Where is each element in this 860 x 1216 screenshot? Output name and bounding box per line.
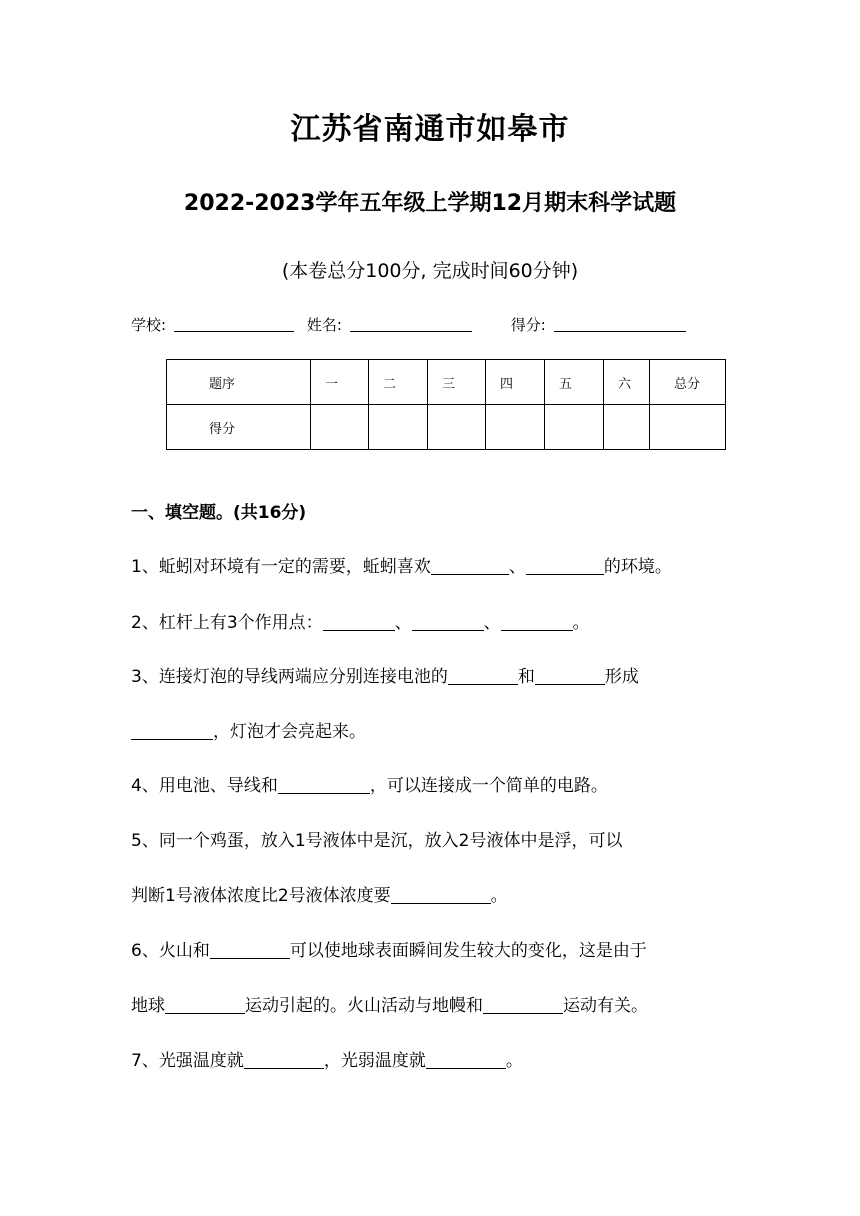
table-cell: 二 <box>369 360 428 405</box>
answer-blank[interactable] <box>165 996 245 1014</box>
document-subtitle: 2022-2023学年五年级上学期12月期末科学试题 <box>183 191 677 216</box>
answer-blank[interactable] <box>210 941 290 959</box>
score-cell[interactable] <box>650 405 726 450</box>
score-cell[interactable] <box>545 405 604 450</box>
question-2: 2、杠杆上有3个作用点： 、 、 。 <box>131 613 590 633</box>
info-line <box>131 314 686 335</box>
answer-blank[interactable] <box>483 996 563 1014</box>
name-field[interactable] <box>350 317 472 332</box>
answer-blank[interactable] <box>244 1051 324 1069</box>
answer-blank[interactable] <box>278 776 370 794</box>
answer-blank[interactable] <box>526 557 604 575</box>
answer-blank[interactable] <box>426 1051 506 1069</box>
table-cell: 五 <box>545 360 604 405</box>
question-3-cont: ，灯泡才会亮起来。 <box>131 717 366 742</box>
question-6-cont: 地球 运动引起的。火山活动与地幔和 运动有关。 <box>131 996 648 1016</box>
name-label: 姓名: <box>306 316 342 334</box>
answer-blank[interactable] <box>448 667 518 685</box>
section-heading: 一、填空题。(共16分) <box>131 503 307 523</box>
question-7: 7、光强温度就 ，光弱温度就 。 <box>131 1051 523 1071</box>
question-5-cont: 判断1号液体浓度比2号液体浓度要 。 <box>131 886 508 906</box>
school-label: 学校: <box>131 316 167 334</box>
score-cell[interactable] <box>311 405 369 450</box>
table-cell: 得分 <box>167 405 311 450</box>
table-cell: 题序 <box>167 360 311 405</box>
answer-blank[interactable] <box>412 613 484 631</box>
score-cell[interactable] <box>486 405 545 450</box>
answer-blank[interactable] <box>431 557 509 575</box>
score-field[interactable] <box>554 317 686 332</box>
question-6: 6、火山和 可以使地球表面瞬间发生较大的变化，这是由于 <box>131 941 647 961</box>
answer-blank[interactable] <box>391 886 491 904</box>
question-5: 5、同一个鸡蛋，放入1号液体中是沉，放入2号液体中是浮，可以 <box>131 831 623 851</box>
answer-blank[interactable] <box>323 613 395 631</box>
score-table <box>166 359 726 450</box>
table-cell: 三 <box>428 360 486 405</box>
answer-blank[interactable] <box>131 722 213 740</box>
question-3: 3、连接灯泡的导线两端应分别连接电池的 和 形成 <box>131 667 639 687</box>
document-title: 江苏省南通市如皋市 <box>290 112 570 147</box>
table-cell: 一 <box>311 360 369 405</box>
table-cell: 四 <box>486 360 545 405</box>
score-cell[interactable] <box>428 405 486 450</box>
school-field[interactable] <box>174 317 294 332</box>
exam-note: (本卷总分100分, 完成时间60分钟) <box>281 260 579 282</box>
table-row <box>167 360 726 405</box>
score-cell[interactable] <box>604 405 650 450</box>
answer-blank[interactable] <box>535 667 605 685</box>
table-row <box>167 405 726 450</box>
table-cell: 总分 <box>650 360 726 405</box>
score-label: 得分: <box>510 316 546 334</box>
question-4: 4、用电池、导线和 ，可以连接成一个简单的电路。 <box>131 776 608 796</box>
score-cell[interactable] <box>369 405 428 450</box>
answer-blank[interactable] <box>501 613 573 631</box>
table-cell: 六 <box>604 360 650 405</box>
question-1: 1、蚯蚓对环境有一定的需要，蚯蚓喜欢 、 的环境。 <box>131 557 672 577</box>
